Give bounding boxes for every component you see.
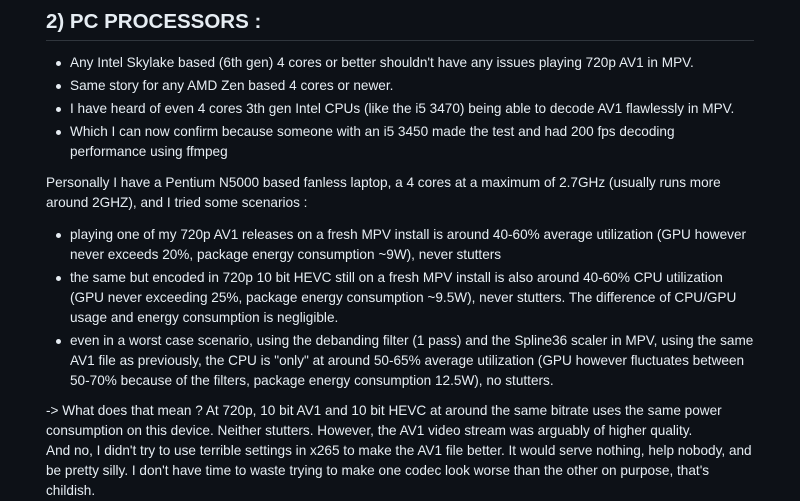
list-item: I have heard of even 4 cores 3th gen Intel CPUs (like the i5 3470) being able to decode AV1 flawlessly in MPV. — [70, 99, 754, 119]
list-item: Same story for any AMD Zen based 4 cores or newer. — [70, 76, 754, 96]
list-item: Which I can now confirm because someone with an i5 3450 made the test and had 200 fps decoding performance using ffmpeg — [70, 122, 754, 162]
list-item: the same but encoded in 720p 10 bit HEVC still on a fresh MPV install is also around 40-60% CPU utilization (GPU never exceeding 25%, package energy consumption ~9.5W), never stutters. The difference of CPU/GPU usage and energy consumption is negligible. — [70, 268, 754, 328]
conclusion-line: And no, I didn't try to use terrible settings in x265 to make the AV1 file better. It would serve nothing, help nobody, and be pretty silly. I don't have time to waste trying to make one codec look worse than the other on purpose, that's childish. — [46, 443, 752, 498]
list-item: even in a worst case scenario, using the debanding filter (1 pass) and the Spline36 scaler in MPV, using the same AV1 file as previously, the CPU is "only" at around 50-65% average utilization (GPU however fluctuates between 50-70% because of the filters, package energy consumption 12.5W), no stutters. — [70, 331, 754, 391]
paragraph-laptop: Personally I have a Pentium N5000 based fanless laptop, a 4 cores at a maximum of 2.7GHz (usually runs more around 2GHZ), and I tried some scenarios : — [46, 175, 721, 210]
scenario-list — [46, 225, 754, 391]
list-item: Any Intel Skylake based (6th gen) 4 cores or better shouldn't have any issues playing 720p AV1 in MPV. — [70, 53, 754, 73]
section-heading: 2) PC PROCESSORS : — [46, 0, 754, 41]
paragraph-conclusion — [46, 401, 754, 501]
conclusion-line: -> What does that mean ? At 720p, 10 bit AV1 and 10 bit HEVC at around the same bitrate uses the same power consumption on this device. Neither stutters. However, the AV1 video stream was arguably of higher quality. — [46, 403, 722, 438]
list-item: playing one of my 720p AV1 releases on a fresh MPV install is around 40-60% average utilization (GPU however never exceeds 20%, package energy consumption ~9W), never stutters — [70, 225, 754, 265]
processor-list — [46, 53, 754, 162]
